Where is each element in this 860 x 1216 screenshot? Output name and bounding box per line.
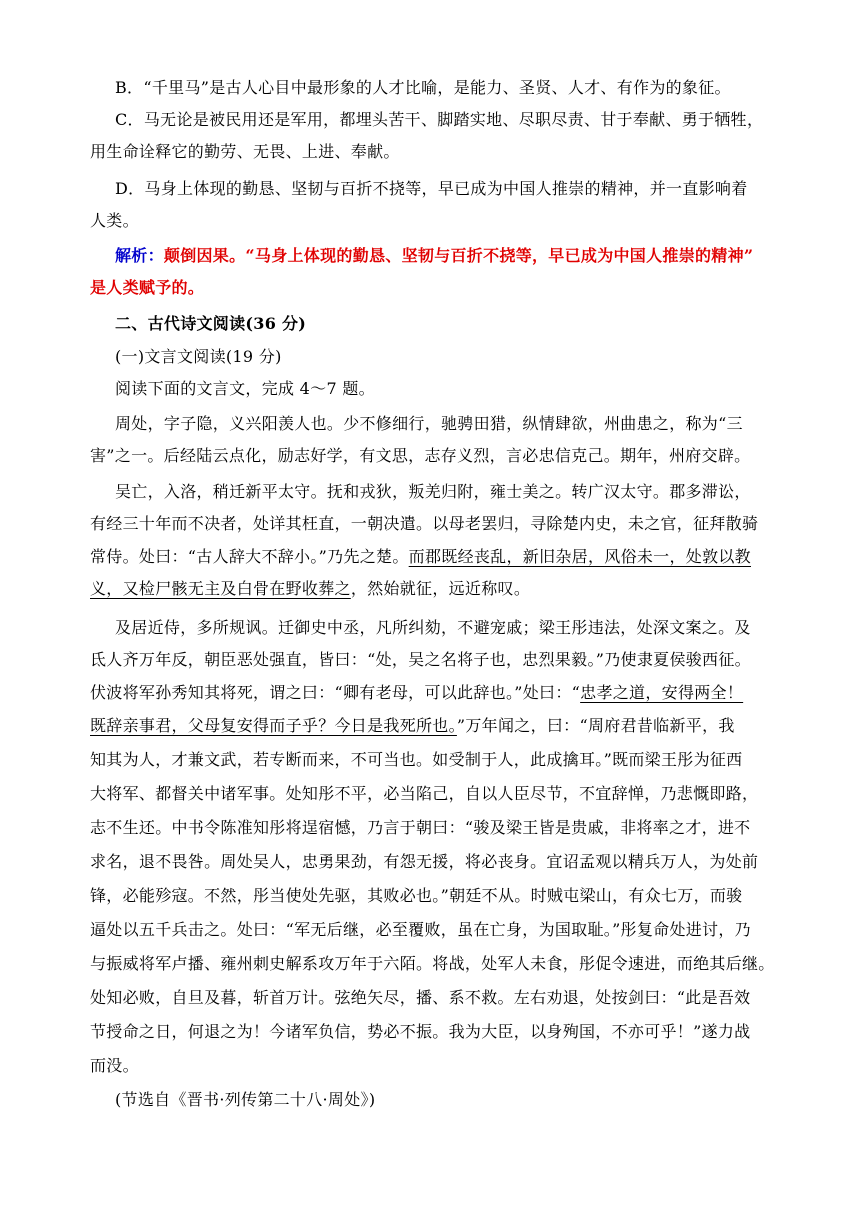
- analysis-label: 解析：: [115, 246, 164, 265]
- passage-line: 处知必败，自旦及暮，斩首万计。弦绝矢尽，播、系不救。左右劝退，处按剑曰：“此是吾效: [90, 988, 751, 1007]
- passage-line: 节授命之日，何退之为！今诸军负信，势必不振。我为大臣，以身殉国，不亦可乎！”遂力战: [90, 1022, 751, 1041]
- passage-line: 吴亡，入洛，稍迁新平太守。抚和戎狄，叛羌归附，雍士美之。转广汉太守。郡多滞讼，: [115, 482, 751, 501]
- passage-line: 与振威将军卢播、雍州刺史解系攻万年于六陌。将战，处军人未食，彤促令速进，而绝其后继。: [90, 954, 775, 973]
- passage-line: 而没。: [90, 1056, 139, 1075]
- passage-text: 伏波将军孙秀知其将死，谓之曰：“卿有老母，可以此辞也。”处曰：“: [90, 683, 581, 702]
- underlined-sentence: 义，又检尸骸无主及白骨在野收葬之: [90, 579, 351, 598]
- passage-line: [90, 541, 780, 573]
- source-citation: (节选自《晋书·列传第二十八·周处》): [115, 1090, 376, 1109]
- option-d-line2: 人类。: [90, 211, 139, 230]
- passage-line: 有经三十年而不决者，处详其枉直，一朝决遣。以母老罢归，寻除楚内史，未之官，征拜散骑: [90, 514, 759, 533]
- passage-line: 氐人齐万年反，朝臣恶处强直，皆曰：“处，吴之名将子也，忠烈果毅。”乃使隶夏侯骏西征。: [90, 650, 751, 669]
- passage-line: 求名，退不畏咎。周处吴人，忠勇果劲，有怨无援，将必丧身。宜诏孟观以精兵万人，为处前: [90, 852, 759, 871]
- passage-text: ”万年闻之，曰：“周府君昔临新平，我: [456, 716, 735, 735]
- underlined-sentence: 既辞亲事君，父母复安得而子乎？今日是我死所也。: [90, 716, 457, 735]
- passage-line: 逼处以五千兵击之。处曰：“军无后继，必至覆败，虽在亡身，为国取耻。”彤复命处进讨，乃: [90, 920, 751, 939]
- passage-line: 害”之一。后经陆云点化，励志好学，有文思，志存义烈，言必忠信克己。期年，州府交辟。: [90, 446, 751, 465]
- passage-line: 知其为人，才兼文武，若专断而来，不可当也。如受制于人，此成擒耳。”既而梁王彤为征西: [90, 750, 743, 769]
- passage-line: [90, 573, 780, 605]
- passage-text: 常侍。处曰：“古人辞大不辞小。”乃先之楚。: [90, 547, 409, 566]
- option-d-line1: D．马身上体现的勤恳、坚韧与百折不挠等，早已成为中国人推崇的精神，并一直影响着: [115, 179, 748, 198]
- section-instruction: 阅读下面的文言文，完成 4～7 题。: [115, 379, 375, 398]
- section-subtitle: (一)文言文阅读(19 分): [115, 347, 282, 366]
- passage-line: [90, 677, 780, 709]
- passage-line: [90, 710, 780, 742]
- passage-line: 大将军、都督关中诸军事。处知彤不平，必当陷己，自以人臣尽节，不宜辞惮，乃悲慨即路，: [90, 784, 759, 803]
- passage-line: 周处，字子隐，义兴阳羡人也。少不修细行，驰骋田猎，纵情肆欲，州曲患之，称为“三: [115, 414, 743, 433]
- passage-line: 及居近侍，多所规讽。迁御史中丞，凡所纠劾，不避宠戚；梁王彤违法，处深文案之。及: [115, 618, 751, 637]
- passage-line: 锋，必能殄寇。不然，彤当使处先驱，其败必也。”朝廷不从。时贼屯梁山，有众七万，而骏: [90, 886, 743, 905]
- analysis-line2: 是人类赋予的。: [90, 278, 205, 297]
- passage-text: ，然始就征，远近称叹。: [350, 579, 531, 598]
- option-c-line2: 用生命诠释它的勤劳、无畏、上进、奉献。: [90, 142, 400, 161]
- option-c-line1: C．马无论是被民用还是军用，都埋头苦干、脚踏实地、尽职尽责、甘于奉献、勇于牺牲，: [115, 110, 764, 129]
- section-title: 二、古代诗文阅读(36 分): [115, 314, 307, 333]
- analysis-line1: [115, 240, 780, 272]
- underlined-sentence: 忠孝之道，安得两全！: [580, 683, 744, 702]
- underlined-sentence: 而郡既经丧乱，新旧杂居，风俗未一，处敦以教: [408, 547, 751, 566]
- option-b: B．“千里马”是古人心目中最形象的人才比喻，是能力、圣贤、人才、有作为的象征。: [115, 78, 731, 97]
- analysis-text: 颠倒因果。“马身上体现的勤恳、坚韧与百折不挠等，早已成为中国人推崇的精神”: [163, 246, 754, 265]
- passage-line: 志不生还。中书令陈准知彤将逞宿憾，乃言于朝曰：“骏及梁王皆是贵戚，非将率之才，进不: [90, 818, 751, 837]
